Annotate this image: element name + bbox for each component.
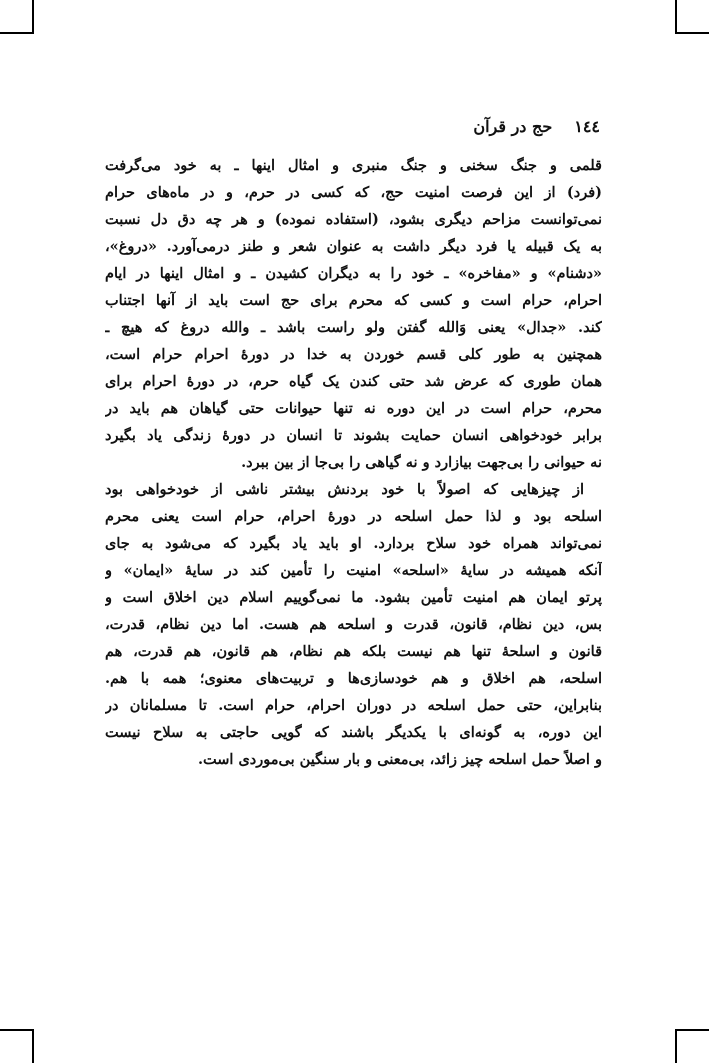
crop-mark-top-left-vertical (32, 0, 34, 34)
text-line: اسلحه، هم اخلاق و هم خودسازی‌ها و تربیت‌های معنوی؛ همه با هم. (105, 670, 602, 687)
text-line: آنکه همیشه در سایهٔ «اسلحه» امنیت را تأمین کند در سایهٔ «ایمان» و (105, 562, 602, 579)
text-line: (فرد) از این فرصت امنیت حج، که کسی در حرم، و در ماه‌های حرام (105, 184, 602, 201)
text-line-paragraph-start: از چیزهایی که اصولاً با خود بردنش بیشتر ناشی از خودخواهی بود (105, 481, 584, 498)
page-header (420, 113, 600, 139)
text-line: همچنین به طور کلی قسم خوردن به خدا در دورهٔ احرام حرام است، (105, 346, 602, 363)
crop-mark-top-left-horizontal (0, 32, 34, 34)
text-line: پرتو ایمان هم امنیت تأمین بشود. ما نمی‌گوییم اسلام دین اخلاق است و (105, 589, 602, 606)
body-text (105, 152, 602, 773)
text-line: به یک قبیله یا فرد دیگر داشت به عنوان شعر و طنز درمی‌آورد. «دروغ»، (105, 238, 602, 255)
text-line: نمی‌تواند همراه خود سلاح بردارد. او باید یاد بگیرد که می‌شود به جای (105, 535, 602, 552)
text-line: کند. «جدال» یعنی وَالله گفتن ولو راست باشد ـ والله دروغ که هیچ ـ (105, 319, 602, 336)
text-line-paragraph-end: و اصلاً حمل اسلحه چیز زائد، بی‌معنی و بار سنگین بی‌موردی است. (197, 751, 602, 768)
text-line: همان طوری که عرض شد حتی کندن یک گیاه حرم، در دورهٔ احرام برای (105, 373, 602, 390)
page-number: ١٤٤ (574, 116, 600, 136)
text-line: بس، دین نظام، قانون، قدرت و اسلحه هم هست. اما دین نظام، قدرت، (105, 616, 602, 633)
text-line: بنابراین، حتی حمل اسلحه در دوران احرام، حرام است. تا مسلمانان در (105, 697, 602, 714)
text-line: قانون و اسلحهٔ تنها هم نیست بلکه هم نظام، هم قانون، هم قدرت، هم (105, 643, 602, 660)
text-line: احرام، حرام است و کسی که محرم برای حج است باید از آنها اجتناب (105, 292, 602, 309)
text-line: قلمی و جنگ سخنی و جنگ منبری و امثال اینها ـ به خود می‌گرفت (105, 157, 602, 174)
text-line: برابر خودخواهی انسان حمایت بشوند تا انسان در دورهٔ زندگی یاد بگیرد (105, 427, 602, 444)
text-line-paragraph-end: نه حیوانی را بی‌جهت بیازارد و نه گیاهی را بی‌جا از بین ببرد. (241, 454, 602, 471)
crop-mark-bottom-left-horizontal (0, 1029, 34, 1031)
crop-mark-top-right-horizontal (675, 32, 709, 34)
text-line: محرم، حرام است در این دوره نه تنها حیوانات حتی گیاهان هم باید در (105, 400, 602, 417)
running-title: حج در قرآن (473, 116, 553, 136)
text-line: این دوره، به گونه‌ای با یکدیگر باشند که گویی حاجتی به سلاح نیست (105, 724, 602, 741)
text-line: اسلحه بود و لذا حمل اسلحه در دورهٔ احرام، حرام است یعنی محرم (105, 508, 602, 525)
crop-mark-top-right-vertical (675, 0, 677, 34)
text-line: «دشنام» و «مفاخره» ـ خود را به دیگران کشیدن ـ و امثال اینها در ایام (105, 265, 602, 282)
text-line: نمی‌توانست مزاحم دیگری بشود، (استفاده نموده) و هر چه دق دل نسبت (105, 211, 602, 228)
crop-mark-bottom-left-vertical (32, 1029, 34, 1063)
crop-mark-bottom-right-vertical (675, 1029, 677, 1063)
crop-mark-bottom-right-horizontal (675, 1029, 709, 1031)
